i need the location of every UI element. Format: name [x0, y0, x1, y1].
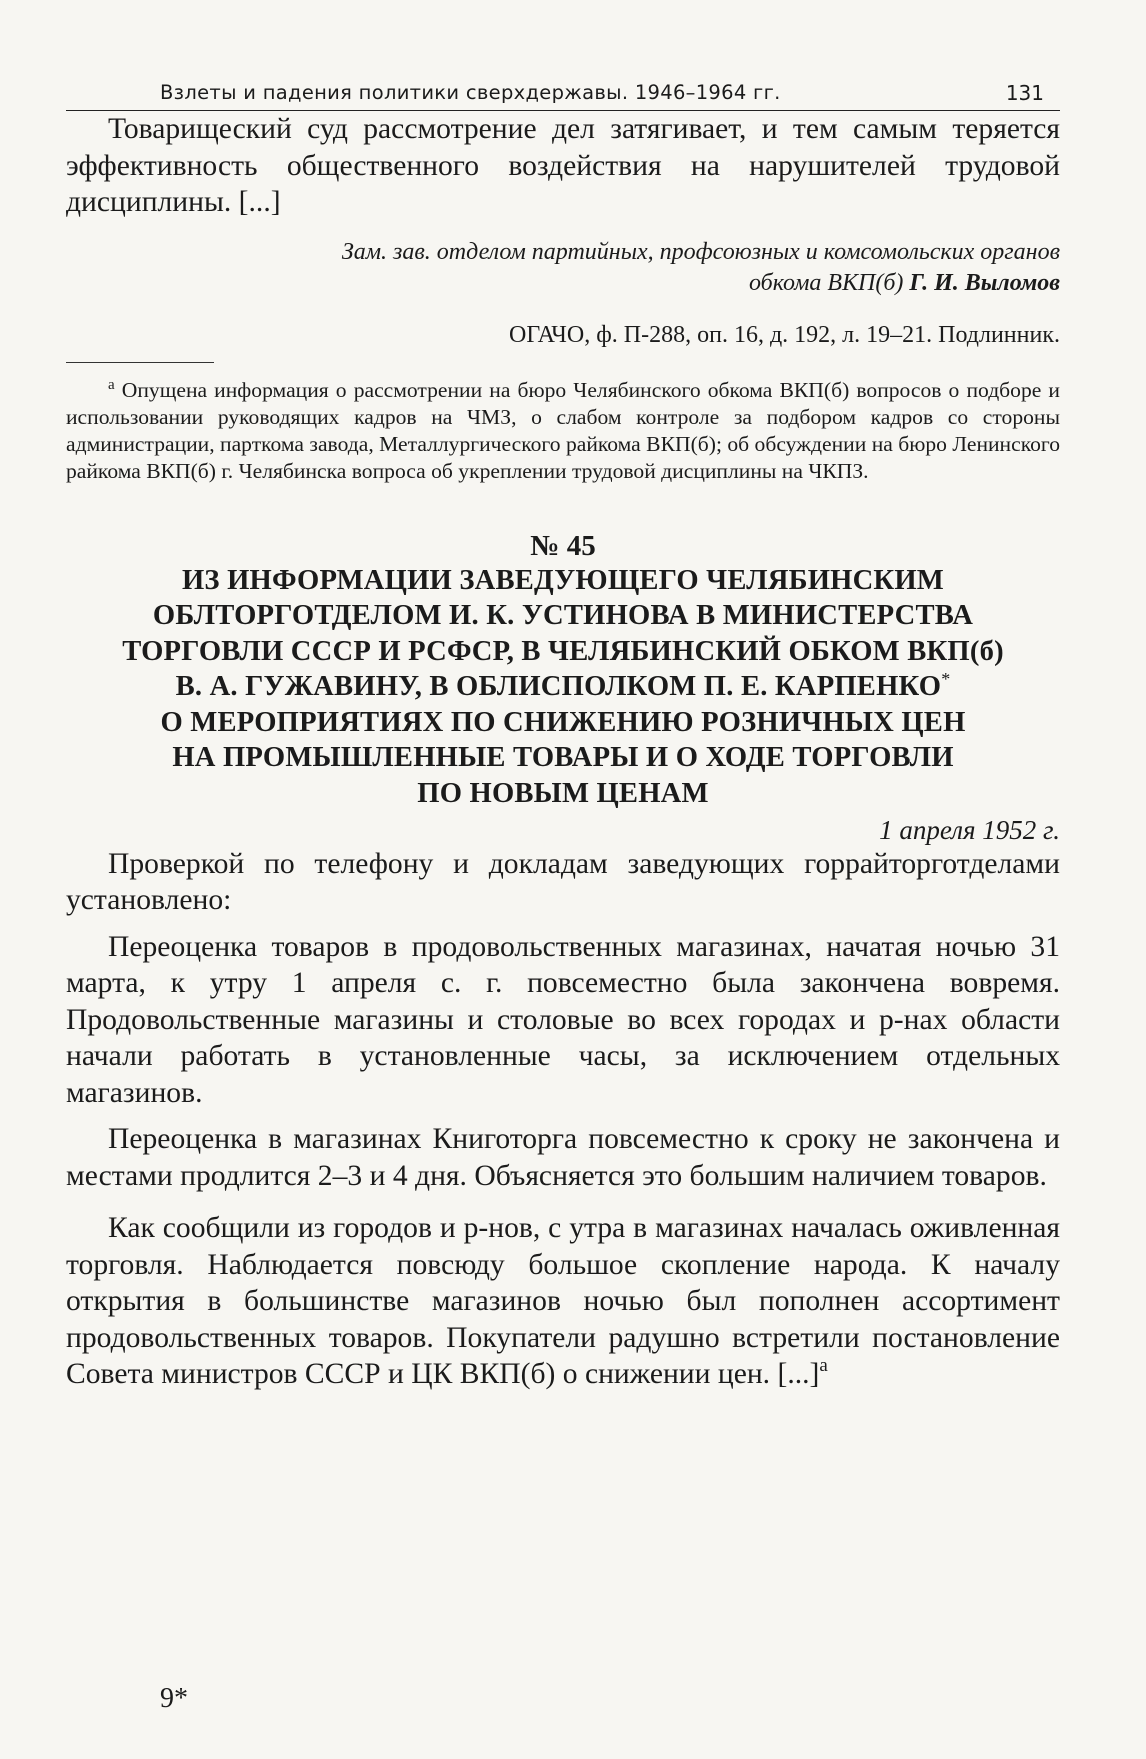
title-line: ТОРГОВЛИ СССР И РСФСР, В ЧЕЛЯБИНСКИЙ ОБКОМ ВКП(б) [122, 635, 1004, 667]
running-title: Взлеты и падения политики сверхдержавы. 1946–1964 гг. [160, 81, 781, 104]
document-title [66, 563, 1060, 812]
page-number: 131 [1005, 81, 1044, 105]
signature-position: Зам. зав. отделом партийных, профсоюзных и комсомольских органов [341, 238, 1060, 265]
archive-reference: ОГАЧО, ф. П-288, оп. 16, д. 192, л. 19–21. Подлинник. [509, 321, 1060, 348]
document-number: № 45 [530, 529, 596, 562]
title-footnote-marker: * [941, 669, 951, 690]
footnote [66, 377, 1060, 485]
title-line: ПО НОВЫМ ЦЕНАМ [417, 778, 709, 810]
footnote-marker: а [108, 376, 115, 393]
body-paragraph-text: Как сообщили из городов и р-нов, с утра в магазинах началась оживленная торговля. Наблюдается повсюду большое скопление народа. К началу открытия в большинстве магазинов ночью был пополнен ассортимент продовольственных товаров. Покупатели радушно встретили постановление Совета министров СССР и ЦК ВКП(б) о снижении цен. [...] [66, 1212, 1060, 1391]
signature-role: обкома ВКП(б) [748, 269, 904, 296]
printer-signature-mark: 9* [160, 1683, 188, 1714]
book-page [66, 76, 1060, 1393]
document-body [66, 846, 1060, 1393]
footnote-divider [66, 362, 214, 363]
signature-block [66, 237, 1060, 299]
running-head [66, 76, 1060, 111]
body-paragraph: Переоценка товаров в продовольственных магазинах, начатая ночью 31 марта, к утру 1 апреля с. г. повсеместно была закончена вовремя. Продовольственные магазины и столовые во всех городах и р-нах области начали работать в установленные часы, за исключением отдельных магазинов. [66, 930, 1060, 1109]
closing-paragraph: Товарищеский суд рассмотрение дел затягивает, и тем самым теряется эффективность общественного воздействия на нарушителей трудовой дисциплины. [...] [66, 113, 1060, 218]
title-line: НА ПРОМЫШЛЕННЫЕ ТОВАРЫ И О ХОДЕ ТОРГОВЛИ [172, 742, 954, 774]
title-line: ОБЛТОРГОТДЕЛОМ И. К. УСТИНОВА В МИНИСТЕРСТВА [152, 600, 974, 632]
body-paragraph: Переоценка в магазинах Книготорга повсеместно к сроку не закончена и местами продлится 2–3 и 4 дня. Объясняется это большим наличием товаров. [66, 1123, 1060, 1192]
footnote-reference: а [819, 1355, 828, 1377]
signature-name: Г. И. Выломов [909, 269, 1060, 296]
body-paragraph [66, 1210, 1060, 1393]
signature-line-2 [66, 268, 1060, 299]
footnote-text: Опущена информация о рассмотрении на бюро Челябинского обкома ВКП(б) вопросов о подборе и использовании руководящих кадров на ЧМЗ, о слабом контроле за подбором кадров со стороны администрации, парткома завода, Металлургического райкома ВКП(б); об обсуждении на бюро Ленинского райкома ВКП(б) г. Челябинска вопроса об укреплении трудовой дисциплины на ЧКПЗ. [66, 377, 1060, 483]
previous-document-ending [66, 111, 1060, 221]
title-line: ИЗ ИНФОРМАЦИИ ЗАВЕДУЮЩЕГО ЧЕЛЯБИНСКИМ [181, 564, 944, 596]
document-date: 1 апреля 1952 г. [879, 814, 1060, 845]
body-paragraph: Проверкой по телефону и докладам заведующих горрайторготделами установлено: [66, 847, 1060, 917]
title-line: О МЕРОПРИЯТИЯХ ПО СНИЖЕНИЮ РОЗНИЧНЫХ ЦЕН [160, 706, 966, 738]
title-line [66, 669, 1060, 705]
title-line-text: В. А. ГУЖАВИНУ, В ОБЛИСПОЛКОМ П. Е. КАРПЕНКО [175, 671, 942, 703]
